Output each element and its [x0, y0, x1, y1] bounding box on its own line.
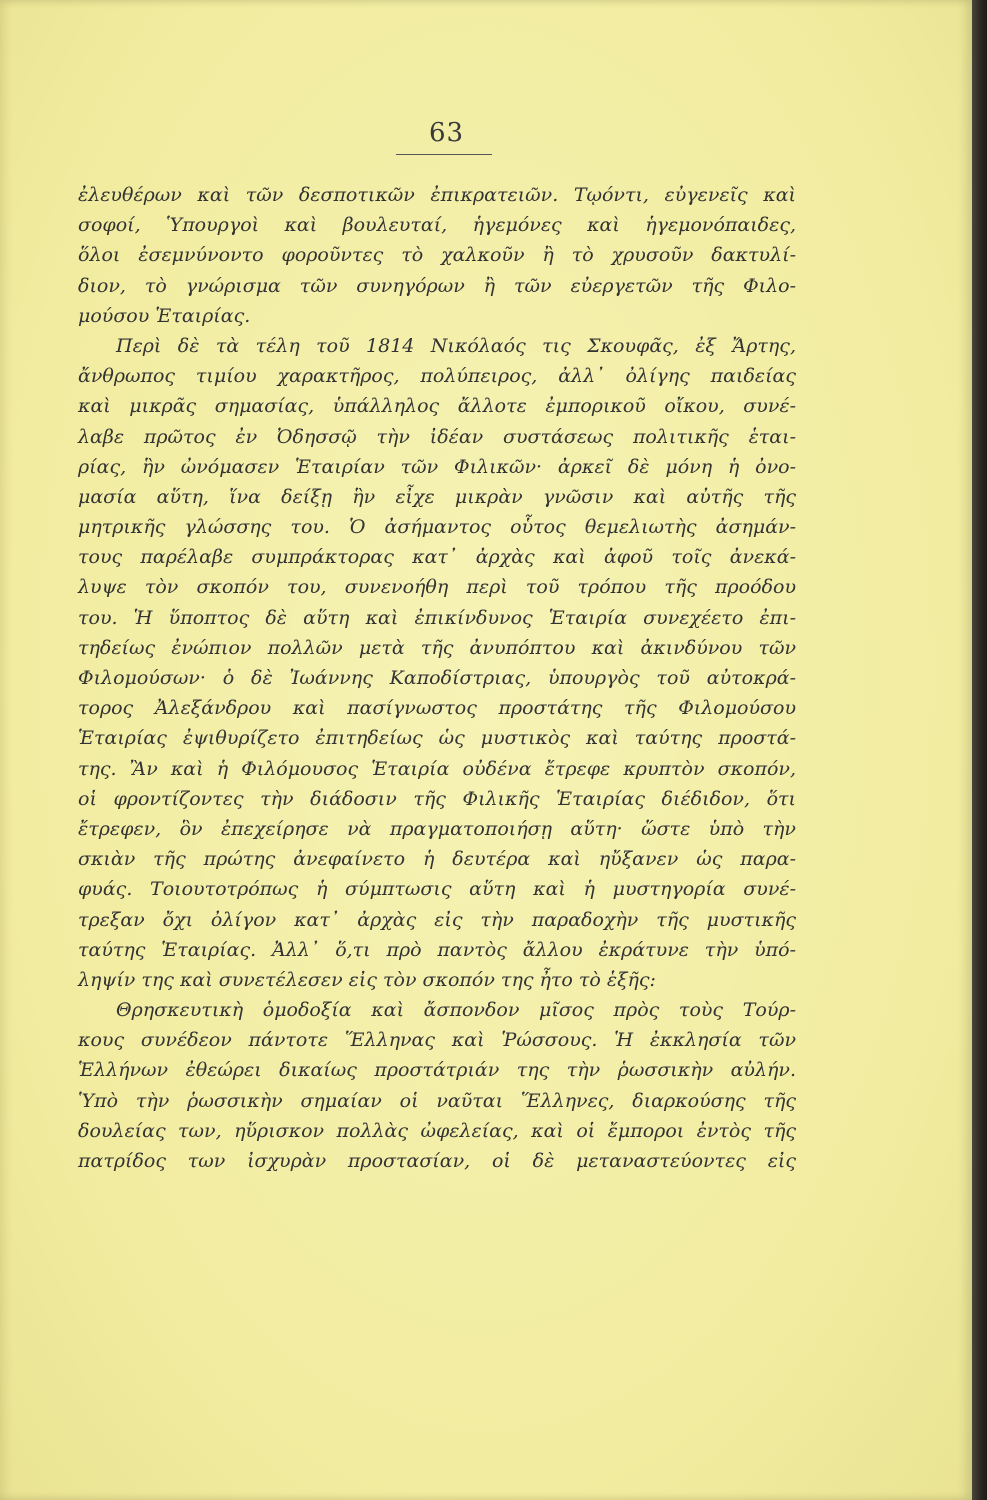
text-line: μούσου Ἑταιρίας.: [78, 304, 251, 327]
text-line: δουλείας των, ηὕρισκον πολλὰς ὠφελείας, καὶ οἱ ἔμποροι ἐντὸς τῆς: [78, 1119, 796, 1142]
text-line: λαβε πρῶτος ἐν Ὀδησσῷ τὴν ἰδέαν συστάσεως πολιτικῆς ἑται-: [78, 425, 796, 448]
text-line: πατρίδος των ἰσχυρὰν προστασίαν, οἱ δὲ μεταναστεύοντες εἰς: [78, 1150, 796, 1172]
text-line: Ἑλλήνων ἐθεώρει δικαίως προστάτριάν της τὴν ῥωσσικὴν αὐλήν.: [78, 1059, 796, 1082]
text-line: διον, τὸ γνώρισμα τῶν συνηγόρων ἢ τῶν εὐεργετῶν τῆς Φιλο-: [78, 274, 796, 297]
page-edge-shadow: [972, 0, 987, 1500]
page-number: 63: [428, 118, 465, 148]
text-line: της. Ἂν καὶ ἡ Φιλόμουσος Ἑταιρία οὐδένα ἔτρεφε κρυπτὸν σκοπόν,: [78, 757, 796, 780]
text-line: τηδείως ἐνώπιον πολλῶν μετὰ τῆς ἀνυπόπτου καὶ ἀκινδύνου τῶν: [78, 636, 796, 659]
body-text: [78, 180, 796, 1176]
text-line: ὅλοι ἐσεμνύνοντο φοροῦντες τὸ χαλκοῦν ἢ τὸ χρυσοῦν δακτυλί-: [78, 244, 796, 267]
text-line: Ὑπὸ τὴν ῥωσσικὴν σημαίαν οἱ ναῦται Ἕλληνες, διαρκούσης τῆς: [78, 1089, 796, 1112]
text-line: τους παρέλαβε συμπράκτορας κατ᾽ ἀρχὰς καὶ ἀφοῦ τοῖς ἀνεκά-: [78, 546, 796, 569]
text-line: Ἑταιρίας ἐψιθυρίζετο ἐπιτηδείως ὡς μυστικὸς καὶ ταύτης προστά-: [78, 727, 796, 750]
text-line: Φιλομούσων· ὁ δὲ Ἰωάννης Καποδίστριας, ὑπουργὸς τοῦ αὐτοκρά-: [78, 667, 796, 689]
text-line: σοφοί, Ὑπουργοὶ καὶ βουλευταί, ἡγεμόνες καὶ ἡγεμονόπαιδες,: [78, 214, 796, 237]
text-line: τρεξαν ὄχι ὀλίγον κατ᾽ ἀρχὰς εἰς τὴν παραδοχὴν τῆς μυστικῆς: [78, 908, 796, 931]
text-line: ἐλευθέρων καὶ τῶν δεσποτικῶν ἐπικρατειῶν. Τῳόντι, εὐγενεῖς καὶ: [78, 184, 796, 206]
text-line: καὶ μικρᾶς σημασίας, ὑπάλληλος ἄλλοτε ἐμπορικοῦ οἴκου, συνέ-: [78, 395, 796, 418]
text-line: μητρικῆς γλώσσης του. Ὁ ἀσήμαντος οὗτος θεμελιωτὴς ἀσημάν-: [78, 516, 796, 539]
text-line: τορος Ἀλεξάνδρου καὶ πασίγνωστος προστάτης τῆς Φιλομούσου: [78, 697, 796, 720]
text-line: Θρησκευτικὴ ὁμοδοξία καὶ ἄσπονδον μῖσος πρὸς τοὺς Τούρ-: [116, 999, 796, 1022]
text-line: του. Ἡ ὕποπτος δὲ αὕτη καὶ ἐπικίνδυνος Ἑταιρία συνεχέετο ἐπι-: [78, 606, 796, 629]
text-line: ταύτης Ἑταιρίας. Ἀλλ᾽ ὅ,τι πρὸ παντὸς ἄλλου ἐκράτυνε τὴν ὑπό-: [78, 938, 796, 961]
text-line: Περὶ δὲ τὰ τέλη τοῦ 1814 Νικόλαός τις Σκουφᾶς, ἐξ Ἄρτης,: [116, 334, 796, 357]
text-line: ἄνθρωπος τιμίου χαρακτῆρος, πολύπειρος, ἀλλ᾽ ὀλίγης παιδείας: [78, 365, 796, 388]
text-line: μασία αὕτη, ἵνα δείξῃ ἣν εἶχε μικρὰν γνῶσιν καὶ αὐτῆς τῆς: [78, 485, 796, 508]
text-line: σκιὰν τῆς πρώτης ἀνεφαίνετο ἡ δευτέρα καὶ ηὔξανεν ὡς παρα-: [78, 848, 796, 871]
text-line: ἔτρεφεν, ὃν ἐπεχείρησε νὰ πραγματοποιήσῃ αὕτη· ὥστε ὑπὸ τὴν: [78, 817, 796, 840]
page-number-rule: [396, 154, 492, 155]
text-line: λυψε τὸν σκοπόν του, συνενοήθη περὶ τοῦ τρόπου τῆς προόδου: [78, 576, 796, 599]
text-line: κους συνέδεον πάντοτε Ἕλληνας καὶ Ῥώσσους. Ἡ ἐκκλησία τῶν: [78, 1029, 796, 1052]
text-line: οἱ φροντίζοντες τὴν διάδοσιν τῆς Φιλικῆς Ἑταιρίας διέδιδον, ὅτι: [78, 787, 796, 810]
text-line: ρίας, ἣν ὠνόμασεν Ἑταιρίαν τῶν Φιλικῶν· ἀρκεῖ δὲ μόνη ἡ ὀνο-: [78, 455, 796, 478]
text-line: ληψίν της καὶ συνετέλεσεν εἰς τὸν σκοπόν της ἦτο τὸ ἑξῆς:: [78, 968, 656, 991]
text-line: φυάς. Τοιουτοτρόπως ἡ σύμπτωσις αὕτη καὶ ἡ μυστηγορία συνέ-: [78, 878, 796, 901]
